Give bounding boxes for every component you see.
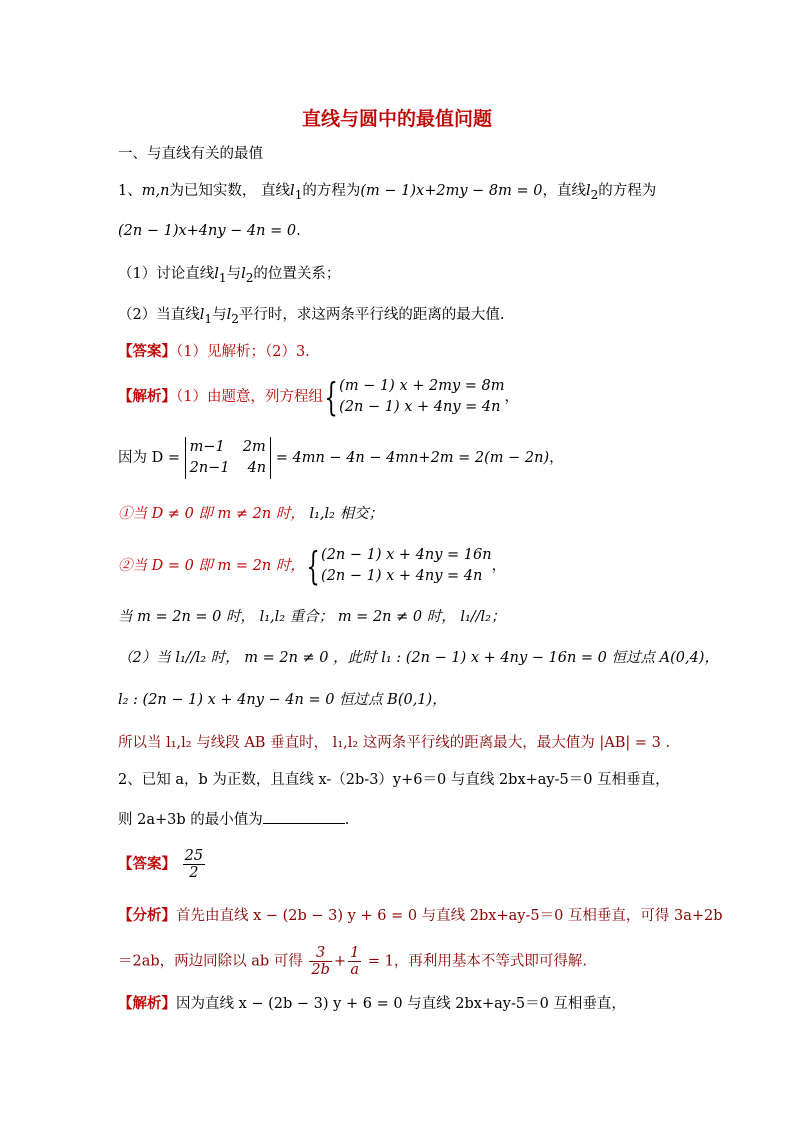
q1-equation-2: (2n − 1)x+4ny − 4n = 0.	[118, 223, 301, 239]
part2-conclusion: 所以当 l₁,l₂ 与线段 AB 垂直时， l₁,l₂ 这两条平行线的距离最大，最大值为 |AB| = 3 .	[118, 735, 671, 751]
q1-part1: （1）讨论直线$l_1$与$l_2$的位置关系；	[118, 266, 341, 285]
solution-tag: 【解析】	[118, 388, 176, 405]
q2-solution: 【解析】因为直线 x − (2b − 3) y + 6 = 0 与直线 2bx+ay-5＝0 互相垂直，	[118, 995, 626, 1012]
q2-statement-2: 则 2a+3b 的最小值为 .	[118, 809, 349, 830]
determinant: m−1 2m 2n−1 4n	[185, 437, 272, 479]
section-heading: 一、与直线有关的最值	[118, 146, 263, 162]
equation-system: (m − 1) x + 2my = 8m (2n − 1) x + 4ny = 4n	[339, 378, 505, 415]
part2-solution-a: （2）当 l₁//l₂ 时， m = 2n ≠ 0 ，此时 l₁ : (2n − 1) x + 4ny − 16n = 0 恒过点 A(0,4)，	[118, 650, 719, 666]
q2-statement: 2、已知 a，b 为正数，且直线 x-（2b-3）y+6＝0 与直线 2bx+ay-5＝0 互相垂直，	[118, 772, 670, 788]
page-title: 直线与圆中的最值问题	[301, 108, 492, 130]
q2-analysis-a: 【分析】首先由直线 x − (2b − 3) y + 6 = 0 与直线 2bx+ay-5＝0 互相垂直，可得 3a+2b	[118, 907, 723, 924]
answer-tag: 【答案】	[118, 343, 176, 360]
q1-answer: 【答案】（1）见解析；（2）3.	[118, 343, 310, 360]
coincide-parallel-line: 当 m = 2n = 0 时， l₁,l₂ 重合； m = 2n ≠ 0 时， l₁//l₂；	[118, 609, 506, 625]
solution-tag-2: 【解析】	[118, 995, 176, 1012]
q2-analysis-b: ＝2ab，两边同除以 ab 可得 $\frac{3}{2b}$ + $\frac{1}{a}$ = 1，再利用基本不等式即可得解.	[118, 945, 588, 978]
analysis-tag: 【分析】	[118, 907, 176, 924]
case-1: ①当 D ≠ 0 即 m ≠ 2n 时， l₁,l₂ 相交；	[118, 506, 384, 522]
determinant-line: 因为 D = m−1 2m 2n−1 4n = 4mn − 4n − 4mn+2m = 2(m − 2n)，	[118, 437, 564, 479]
case-2: ②当 D = 0 即 m = 2n 时，{ (2n − 1) x + 4ny = 16n (2n − 1) x + 4ny = 4n ，	[118, 544, 507, 588]
answer-fraction: $\frac{25}{2}$	[184, 848, 204, 881]
equation-system-2: (2n − 1) x + 4ny = 16n (2n − 1) x + 4ny = 4n	[321, 547, 492, 584]
q1-statement: 1、m,n为已知实数， 直线$l_1$的方程为(m − 1)x+2my − 8m = 0，直线$l_2$的方程为	[118, 183, 657, 202]
q1-part2: （2）当直线$l_1$与$l_2$平行时，求这两条平行线的距离的最大值.	[118, 307, 505, 326]
answer-blank	[263, 809, 345, 824]
answer-tag-2: 【答案】	[118, 855, 176, 873]
q1-solution-start: 【解析】（1）由题意，列方程组{ (m − 1) x + 2my = 8m (2n − 1) x + 4ny = 4n ，	[118, 375, 519, 419]
part2-solution-b: l₂ : (2n − 1) x + 4ny − 4n = 0 恒过点 B(0,1)，	[118, 692, 447, 708]
q2-answer	[118, 848, 207, 881]
